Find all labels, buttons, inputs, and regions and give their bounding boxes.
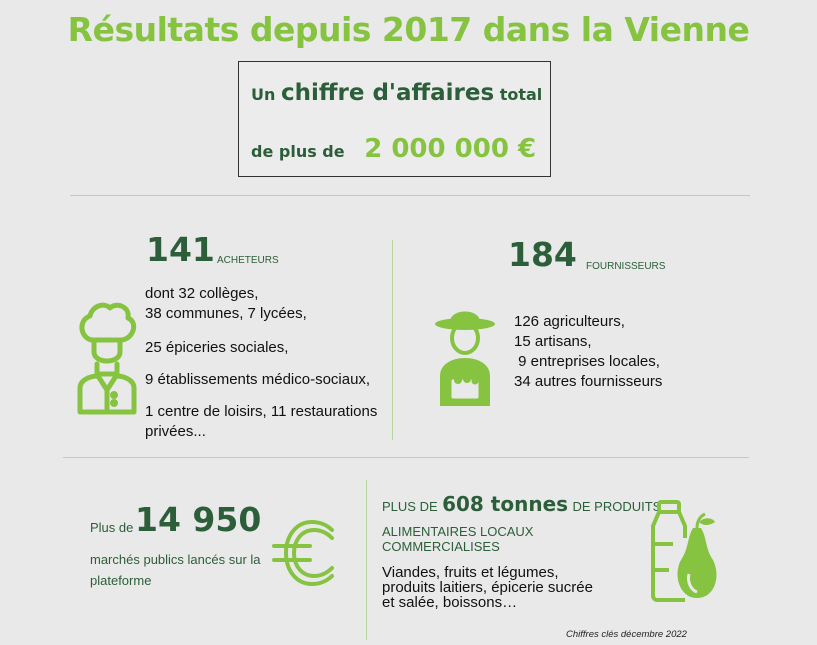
suppliers-line-2: 15 artisans,	[514, 333, 592, 350]
buyers-line-4: 9 établissements médico-sociaux,	[145, 371, 371, 388]
markets-count: 14 950	[135, 500, 262, 539]
products-desc-2: produits laitiers, épicerie sucrée	[382, 579, 593, 596]
products-amount: 608 tonnes	[442, 492, 569, 516]
revenue-amount: 2 000 000 €	[364, 134, 537, 164]
divider-middle-vertical	[392, 240, 393, 440]
revenue-box	[238, 61, 551, 177]
products-heading	[382, 492, 661, 516]
chef-icon	[72, 300, 142, 415]
suppliers-line-1: 126 agriculteurs,	[514, 313, 625, 330]
buyers-line-5: 1 centre de loisirs, 11 restaurations	[145, 403, 378, 420]
buyers-line-6: privées...	[145, 423, 206, 440]
markets-desc-1: marchés publics lancés sur la	[90, 552, 261, 567]
page-title: Résultats depuis 2017 dans la Vienne	[67, 10, 750, 49]
buyers-line-1: dont 32 collèges,	[145, 285, 259, 302]
suppliers-label: FOURNISSEURS	[586, 261, 666, 272]
revenue-highlight: chiffre d'affaires	[280, 80, 495, 106]
buyers-line-2: 38 communes, 7 lycées,	[145, 305, 307, 322]
farmer-icon	[430, 302, 500, 414]
divider-bottom-vertical	[366, 480, 367, 640]
revenue-line-2	[251, 134, 536, 164]
revenue-prefix: Un	[251, 85, 276, 104]
revenue-suffix: total	[499, 85, 543, 104]
suppliers-line-3: 9 entreprises locales,	[514, 353, 660, 370]
products-desc-3: et salée, boissons…	[382, 594, 518, 611]
products-line-3: COMMERCIALISES	[382, 539, 500, 554]
euro-icon	[270, 520, 340, 586]
suppliers-count: 184	[508, 235, 577, 274]
revenue-line-1	[251, 80, 542, 106]
markets-desc-2: plateforme	[90, 573, 152, 588]
products-desc-1: Viandes, fruits et légumes,	[382, 564, 559, 581]
bottle-pear-icon	[645, 498, 720, 602]
footer-note: Chiffres clés décembre 2022	[566, 629, 687, 640]
products-line-2: ALIMENTAIRES LOCAUX	[382, 524, 534, 539]
markets-prefix: Plus de	[90, 520, 134, 535]
products-suffix: DE PRODUITS	[572, 499, 662, 514]
divider-bottom	[63, 457, 749, 458]
divider-top	[70, 195, 750, 196]
revenue-line2-prefix: de plus de	[251, 142, 345, 161]
products-prefix: PLUS DE	[382, 499, 438, 514]
buyers-label: ACHETEURS	[217, 255, 279, 266]
buyers-count: 141	[146, 230, 215, 269]
suppliers-line-4: 34 autres fournisseurs	[514, 373, 663, 390]
buyers-line-3: 25 épiceries sociales,	[145, 339, 289, 356]
